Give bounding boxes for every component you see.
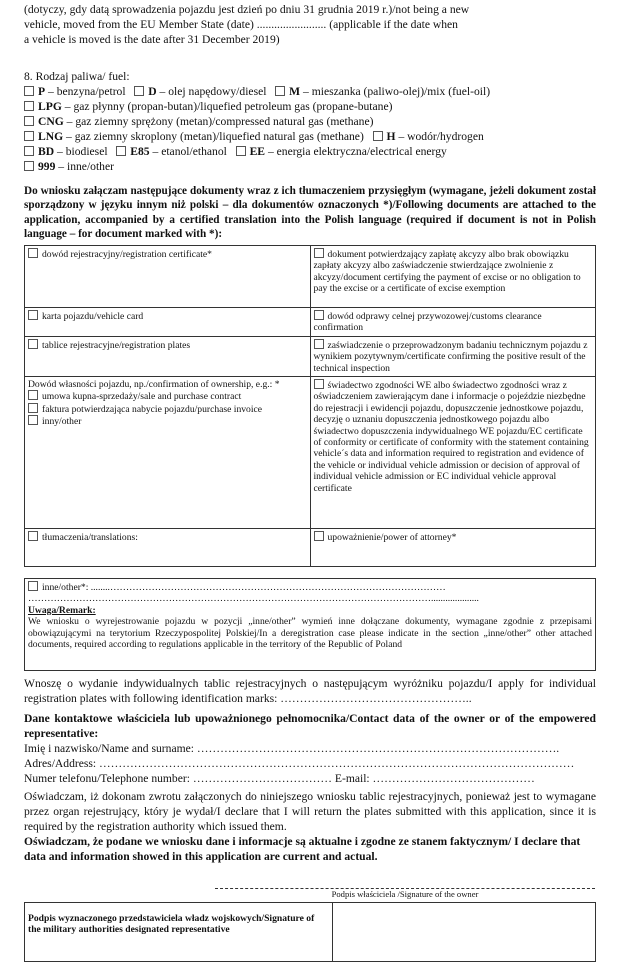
- doc-label: karta pojazdu/vehicle card: [42, 311, 144, 322]
- fuel-row-5: [24, 144, 596, 159]
- fuel-heading: 8. Rodzaj paliwa/ fuel:: [24, 70, 130, 83]
- fuel-ee-code: EE: [249, 145, 266, 158]
- table-row: [25, 308, 596, 337]
- fuel-row-6: [24, 159, 596, 174]
- declaration-data-current: Oświadczam, że podane we wniosku dane i informacje są aktualne i zgodne ze stanem faktycznym/ I declare that data and information showed in this application are current and actual.: [24, 835, 581, 863]
- table-row: [25, 903, 596, 962]
- fuel-cng-checkbox[interactable]: [24, 116, 34, 126]
- doc-cell[interactable]: [25, 246, 311, 308]
- doc-customs-checkbox[interactable]: [314, 310, 324, 320]
- fuel-d-label: – olej napędowy/diesel: [156, 85, 267, 98]
- fuel-bd-code: BD: [38, 145, 55, 158]
- fuel-m-label: – mieszanka (paliwo-olej)/mix (fuel-oil): [300, 85, 491, 98]
- doc-other-checkbox[interactable]: [28, 581, 38, 591]
- doc-plates-checkbox[interactable]: [28, 339, 38, 349]
- doc-invoice-checkbox[interactable]: [28, 403, 38, 413]
- other-input-line-2[interactable]: ………………………………………………………………………………………………………………....................: [28, 593, 479, 605]
- contact-phone-field[interactable]: Numer telefonu/Telephone number: ……………………………… E-mail: ……………………………………: [24, 772, 535, 785]
- military-signature-table: [24, 902, 596, 962]
- doc-cell: [25, 377, 311, 529]
- contact-address-field[interactable]: Adres/Address: ……………………………………………………………………………………………………………: [24, 757, 575, 770]
- doc-label: dowód odprawy celnej przywozowej/customs clearance confirmation: [313, 311, 542, 334]
- fuel-d-code: D: [148, 85, 157, 98]
- intro-text: [24, 2, 596, 47]
- remark-title: Uwaga/Remark:: [28, 604, 96, 616]
- contact-section: [24, 711, 596, 786]
- remark-text: We wniosku o wyrejestrowanie pojazdu w pozycji „inne/other” wymień inne dołączane dokumenty, wymagane zgodnie z przepisami obowiązującymi na terytorium Rzeczypospolitej Polskiej/In a deregistration case please indicate in the section „inne/other” other attached documents, required according to regulations applicable in the territory of the Republic of Poland: [28, 616, 592, 651]
- doc-translations-checkbox[interactable]: [28, 531, 38, 541]
- plates-request: Wnoszę o wydanie indywidualnych tablic rejestracyjnych o następującym wyróżniku pojazdu/I apply for individual registration plates with following identification marks: …………………………………………..: [24, 677, 596, 705]
- military-signature-field[interactable]: [333, 903, 596, 962]
- fuel-lpg-label: – gaz płynny (propan-butan)/liquefied petroleum gas (propane-butane): [61, 100, 393, 113]
- fuel-row-2: [24, 99, 596, 114]
- doc-cell[interactable]: [310, 377, 596, 529]
- fuel-row-4: [24, 129, 596, 144]
- fuel-ee-label: – energia elektryczna/electrical energy: [265, 145, 447, 158]
- fuel-bd-checkbox[interactable]: [24, 146, 34, 156]
- fuel-row-3: [24, 114, 596, 129]
- doc-label: faktura potwierdzająca nabycie pojazdu/purchase invoice: [42, 403, 263, 415]
- fuel-p-code: P: [38, 85, 46, 98]
- doc-label: tłumaczenia/translations:: [42, 532, 138, 544]
- fuel-e85-checkbox[interactable]: [116, 146, 126, 156]
- fuel-cng-code: CNG: [38, 115, 64, 128]
- contact-name-field[interactable]: Imię i nazwisko/Name and surname: ………………………………………………………………………………….: [24, 742, 560, 755]
- doc-ownership-other-checkbox[interactable]: [28, 415, 38, 425]
- fuel-999-label: – inne/other: [55, 160, 114, 173]
- table-row: [25, 336, 596, 376]
- owner-signature-label: Podpis właściciela /Signature of the owner: [331, 889, 479, 899]
- other-label: inne/other*:: [42, 582, 89, 593]
- fuel-lng-checkbox[interactable]: [24, 131, 34, 141]
- other-input-line[interactable]: ........……………………………………………………………………………………………: [88, 582, 446, 593]
- fuel-e85-label: – etanol/ethanol: [149, 145, 227, 158]
- doc-conformity-checkbox[interactable]: [314, 379, 324, 389]
- doc-inspection-checkbox[interactable]: [314, 339, 324, 349]
- doc-cell[interactable]: [25, 529, 311, 567]
- doc-contract-checkbox[interactable]: [28, 390, 38, 400]
- doc-label: świadectwo zgodności WE albo świadectwo zgodności wraz z oświadczeniem zawierającym dane i informacje o pojeździe niezbędne do rejestracji i ewidencji pojazdu, dopuszczenie jednostkowe pojazdu, decyzję o uznaniu dopuszczenia jednostkowego pojazdu albo świadectwo dopuszczenia indywidualnego WE pojazdu/EC certificate of conformity or certificate of conformity with the statement containing vehicle´s data and information required to registration and evidence of the vehicle or individual vehicle admission or decision of approval of individual vehicle admission or EC individual vehicle approval certificate: [313, 380, 589, 494]
- remark-box: [24, 578, 596, 671]
- fuel-lng-label: – gaz ziemny skroplony (metan)/liquefied natural gas (methane): [63, 130, 364, 143]
- doc-cell[interactable]: [310, 529, 596, 567]
- fuel-e85-code: E85: [130, 145, 150, 158]
- attachments-intro: Do wniosku załączam następujące dokumenty wraz z ich tłumaczeniem przysięgłym (wymagane, jeżeli dokument został sporządzony w języku innym niż polski – dla dokumentów oznaczonych *)/Following documents are attached to the application, accompanied by a certified translation into the Polish language (required if document is not in Polish language – for document marked with *):: [24, 185, 596, 241]
- fuel-section: [24, 69, 596, 174]
- doc-excise-checkbox[interactable]: [314, 248, 324, 258]
- military-signature-label: Podpis wyznaczonego przedstawiciela władz wojskowych/Signature of the military authorities designated representative: [25, 903, 333, 962]
- doc-label: upoważnienie/power of attorney*: [327, 532, 457, 544]
- doc-label: tablice rejestracyjne/registration plates: [42, 339, 191, 351]
- fuel-h-label: – wodór/hydrogen: [395, 130, 484, 143]
- doc-cell[interactable]: [25, 308, 311, 337]
- doc-label: umowa kupna-sprzedaży/sale and purchase contract: [42, 391, 242, 403]
- fuel-row-1: [24, 84, 596, 99]
- fuel-999-checkbox[interactable]: [24, 161, 34, 171]
- fuel-p-checkbox[interactable]: [24, 86, 34, 96]
- ownership-title: Dowód własności pojazdu, np./confirmation of ownership, e.g.: *: [28, 379, 280, 391]
- doc-cell[interactable]: [310, 308, 596, 337]
- intro-line-3: a vehicle is moved is the date after 31 December 2019): [24, 33, 280, 46]
- table-row: [25, 377, 596, 529]
- doc-label: zaświadczenie o przeprowadzonym badaniu technicznym pojazdu z wynikiem pozytywnym/certificate confirming the positive result of the technical inspection: [313, 339, 588, 374]
- other-documents-line-1[interactable]: [28, 581, 592, 593]
- fuel-bd-label: – biodiesel: [54, 145, 108, 158]
- doc-label: dowód rejestracyjny/registration certificate*: [42, 249, 212, 260]
- attached-documents-table: [24, 245, 596, 567]
- fuel-999-code: 999: [38, 160, 56, 173]
- contact-heading: Dane kontaktowe właściciela lub upoważnionego pełnomocnika/Contact data of the owner or of the empowered representative:: [24, 712, 596, 740]
- fuel-ee-checkbox[interactable]: [236, 146, 246, 156]
- table-row: [25, 529, 596, 567]
- doc-registration-certificate-checkbox[interactable]: [28, 248, 38, 258]
- doc-power-of-attorney-checkbox[interactable]: [314, 531, 324, 541]
- doc-cell[interactable]: [310, 246, 596, 308]
- fuel-lpg-code: LPG: [38, 100, 62, 113]
- doc-label: inny/other: [42, 416, 82, 428]
- doc-vehicle-card-checkbox[interactable]: [28, 310, 38, 320]
- fuel-h-code: H: [386, 130, 396, 143]
- fuel-lng-code: LNG: [38, 130, 64, 143]
- fuel-d-checkbox[interactable]: [134, 86, 144, 96]
- table-row: [25, 246, 596, 308]
- fuel-m-checkbox[interactable]: [275, 86, 285, 96]
- fuel-cng-label: – gaz ziemny sprężony (metan)/compressed natural gas (methane): [63, 115, 374, 128]
- fuel-p-label: – benzyna/petrol: [45, 85, 126, 98]
- fuel-h-checkbox[interactable]: [373, 131, 383, 141]
- doc-cell[interactable]: [25, 336, 311, 376]
- doc-cell[interactable]: [310, 336, 596, 376]
- fuel-lpg-checkbox[interactable]: [24, 101, 34, 111]
- fuel-m-code: M: [289, 85, 301, 98]
- doc-label: dokument potwierdzający zapłatę akcyzy albo brak obowiązku zapłaty akcyzy albo zaświadczenie stwierdzające zwolnienie z akcyzy/document certifying the payment of excise or no obligation to pay the excise or a certificate of excise exemption: [313, 249, 581, 295]
- intro-line-2: vehicle, moved from the EU Member State (date) ........................ (applicable if the date when: [24, 18, 458, 31]
- intro-line-1: (dotyczy, gdy datą sprowadzenia pojazdu jest dzień po dniu 31 grudnia 2019 r.)/not being a new: [24, 3, 470, 16]
- declaration-return-plates: Oświadczam, iż dokonam zwrotu załączonych do niniejszego wniosku tablic rejestracyjnych, ponieważ jest to wymagane przez organ rejestrujący, który je wydał/I declare that I will return the plates submitted with this application, since it is required by the registration authority which issued them.: [24, 790, 596, 833]
